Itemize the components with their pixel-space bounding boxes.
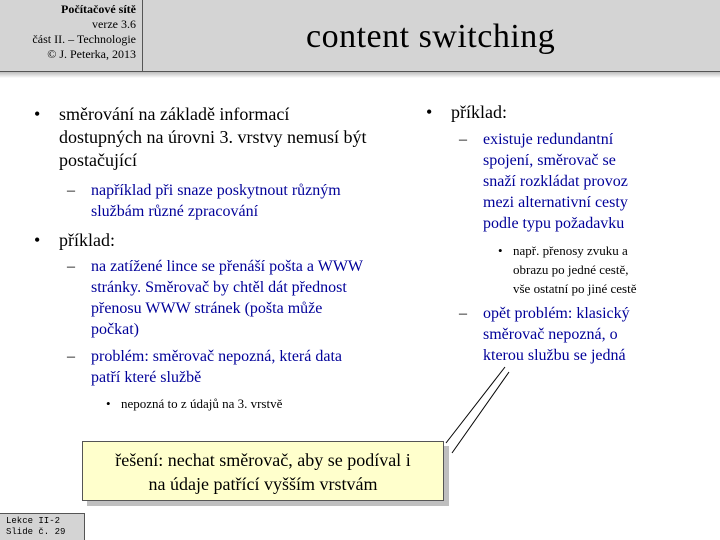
left-sub3-line: nepozná to z údajů na 3. vrstvě — [121, 396, 283, 411]
dash-icon: – — [67, 182, 75, 199]
right-sub-line: podle typu požadavku — [483, 215, 625, 232]
left-sub-line: službám různé zpracování — [91, 203, 259, 220]
lesson-label: Lekce II-2 — [6, 516, 61, 526]
left-sub-line: problém: směrovač nepozná, která data — [91, 348, 342, 365]
left-sub-line: například při snaze poskytnout různým — [91, 182, 341, 199]
right-sub-line: směrovač nepozná, o — [483, 326, 618, 343]
left-sub-line: stránky. Směrovač by chtěl dát přednost — [91, 279, 347, 296]
left-sub-line: přenosu WWW stránek (pošta může — [91, 300, 323, 317]
bullet-icon: • — [34, 230, 41, 250]
course-part: část II. – Technologie — [32, 32, 136, 46]
bullet-icon: • — [106, 396, 111, 411]
course-name: Počítačové sítě — [61, 2, 136, 16]
slide-title: content switching — [306, 18, 556, 55]
right-sub-line: mezi alternativní cesty — [483, 194, 628, 211]
right-sub-line: spojení, směrovač se — [483, 152, 616, 169]
bullet-icon: • — [498, 243, 503, 258]
left-item-routing-line: postačující — [59, 150, 137, 170]
bullet-icon: • — [34, 104, 41, 124]
left-item-example-label: příklad: — [59, 230, 115, 250]
course-copyright: © J. Peterka, 2013 — [47, 47, 136, 61]
right-sub3-line: např. přenosy zvuku a — [513, 243, 628, 258]
left-item-routing-line: směrování na základě informací — [59, 104, 290, 124]
right-sub-line: opět problém: klasický — [483, 305, 630, 322]
slide-footer — [0, 513, 85, 540]
right-sub3-line: obrazu po jedné cestě, — [513, 262, 629, 277]
slide-number: Slide č. 29 — [6, 527, 66, 537]
callout-pointer-line — [452, 372, 509, 453]
dash-icon: – — [67, 258, 75, 275]
dash-icon: – — [459, 131, 467, 148]
solution-callout-line: řešení: nechat směrovač, aby se podíval i — [115, 450, 411, 470]
right-sub-line: kterou službu se jedná — [483, 347, 626, 364]
solution-callout — [82, 441, 444, 501]
dash-icon: – — [67, 348, 75, 365]
left-sub-line: patří které službě — [91, 369, 202, 386]
callout-pointer-line — [446, 367, 505, 443]
left-sub-line: počkat) — [91, 321, 139, 338]
right-item-example-label: příklad: — [451, 102, 507, 122]
bullet-icon: • — [426, 102, 433, 122]
left-sub-line: na zatížené lince se přenáší pošta a WWW — [91, 258, 364, 275]
solution-callout-line: na údaje patřící vyšším vrstvám — [148, 474, 378, 494]
dash-icon: – — [459, 305, 467, 322]
right-sub3-line: vše ostatní po jiné cestě — [513, 281, 637, 296]
left-item-routing-line: dostupných na úrovni 3. vrstvy nemusí být — [59, 127, 367, 147]
right-sub-line: snaží rozkládat provoz — [483, 173, 628, 190]
right-sub-line: existuje redundantní — [483, 131, 614, 148]
course-version: verze 3.6 — [92, 17, 136, 31]
